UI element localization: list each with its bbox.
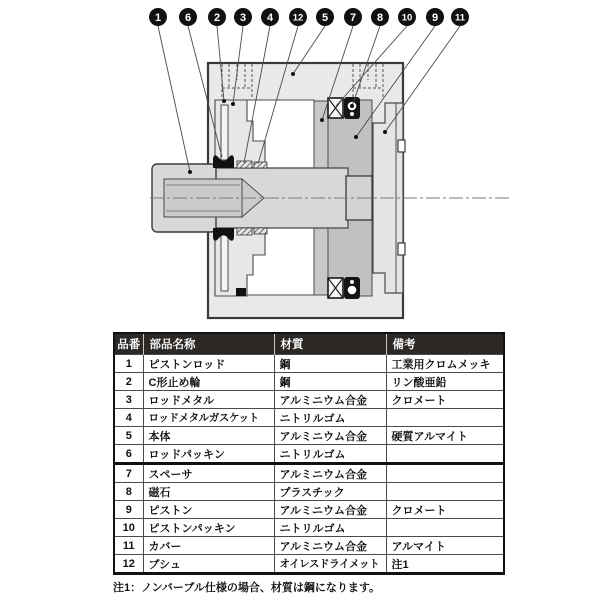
leader-dot-7: [320, 118, 324, 122]
cell-num: 5: [114, 427, 143, 445]
cover-notch-bottom: [398, 243, 405, 255]
callout-label-2: 2: [213, 11, 221, 24]
callout-label-4: 4: [266, 11, 274, 24]
cell-rem: クロメート: [386, 391, 504, 409]
leader-dot-8: [350, 104, 354, 108]
bush-hatch-top-2: [254, 162, 267, 168]
callout-label-8: 8: [376, 11, 384, 24]
table-row: [114, 355, 504, 373]
magnet-bottom: [344, 277, 360, 299]
cell-num: 10: [114, 519, 143, 537]
cell-rem: [386, 445, 504, 464]
footnote: 注1：ノンバーブル仕様の場合、材質は鋼になります。: [113, 582, 381, 594]
cell-rem: 工業用クロムメッキ: [386, 355, 504, 373]
cell-num: 8: [114, 483, 143, 501]
cover-notch-top: [398, 140, 405, 152]
column-header-1: 部品名称: [143, 333, 274, 355]
callout-label-10: 10: [401, 12, 413, 24]
column-header-3: 備考: [386, 333, 504, 355]
leader-line-1: [158, 26, 190, 172]
table-row: [114, 409, 504, 427]
cell-rem: [386, 409, 504, 427]
piston-packing-bottom: [328, 278, 343, 298]
parts-table-grid: [113, 332, 505, 575]
cell-rem: クロメート: [386, 501, 504, 519]
retaining-plate-top: [221, 105, 228, 160]
cell-num: 2: [114, 373, 143, 391]
table-header-row: [114, 333, 504, 355]
cell-mat: プラスチック: [274, 483, 386, 501]
callout-label-5: 5: [321, 11, 329, 24]
leader-dot-3: [231, 102, 235, 106]
cell-rem: 注1: [386, 555, 504, 574]
cell-num: 9: [114, 501, 143, 519]
leader-dot-1: [188, 170, 192, 174]
cell-rem: [386, 483, 504, 501]
cell-mat: アルミニウム合金: [274, 427, 386, 445]
cell-rem: アルマイト: [386, 537, 504, 555]
table-row: [114, 555, 504, 574]
cell-name: 磁石: [143, 483, 274, 501]
table-row: [114, 445, 504, 464]
column-header-2: 材質: [274, 333, 386, 355]
cell-name: ブシュ: [143, 555, 274, 574]
cell-name: ピストンパッキン: [143, 519, 274, 537]
cell-num: 3: [114, 391, 143, 409]
leader-dot-9: [354, 135, 358, 139]
table-row: [114, 519, 504, 537]
leader-dot-11: [383, 130, 387, 134]
cell-name: ピストン: [143, 501, 274, 519]
cell-mat: 鋼: [274, 373, 386, 391]
callout-label-7: 7: [349, 11, 357, 24]
cell-num: 12: [114, 555, 143, 574]
retaining-plate-bottom: [221, 235, 228, 291]
column-header-0: 品番: [114, 333, 143, 355]
cell-num: 7: [114, 464, 143, 483]
cell-num: 11: [114, 537, 143, 555]
parts-table: [113, 332, 503, 595]
cell-mat: アルミニウム合金: [274, 391, 386, 409]
cell-rem: リン酸亜鉛: [386, 373, 504, 391]
cell-name: ロッドメタル: [143, 391, 274, 409]
cell-mat: ニトリルゴム: [274, 445, 386, 464]
cell-num: 6: [114, 445, 143, 464]
cell-mat: ニトリルゴム: [274, 519, 386, 537]
cell-name: 本体: [143, 427, 274, 445]
cell-mat: アルミニウム合金: [274, 537, 386, 555]
cell-name: カバー: [143, 537, 274, 555]
cell-name: スペーサ: [143, 464, 274, 483]
table-row: [114, 427, 504, 445]
cell-mat: ニトリルゴム: [274, 409, 386, 427]
table-row: [114, 464, 504, 483]
table-row: [114, 391, 504, 409]
cell-mat: オイレスドライメット: [274, 555, 386, 574]
callout-label-3: 3: [239, 11, 247, 24]
cell-mat: 鋼: [274, 355, 386, 373]
cell-rem: [386, 464, 504, 483]
cell-name: ピストンロッド: [143, 355, 274, 373]
table-row: [114, 373, 504, 391]
cell-name: ロッドメタルガスケット: [143, 409, 274, 427]
cell-num: 1: [114, 355, 143, 373]
bush-hatch-bottom-1: [237, 228, 252, 235]
callout-label-9: 9: [431, 11, 439, 24]
cell-mat: アルミニウム合金: [274, 464, 386, 483]
bush-hatch-bottom-2: [254, 228, 267, 234]
table-row: [114, 483, 504, 501]
cell-num: 4: [114, 409, 143, 427]
cushion-block: [236, 288, 246, 296]
callout-label-1: 1: [154, 11, 162, 24]
cell-mat: アルミニウム合金: [274, 501, 386, 519]
callout-label-6: 6: [184, 11, 192, 24]
cell-rem: 硬質アルマイト: [386, 427, 504, 445]
leader-dot-5: [291, 72, 295, 76]
cell-rem: [386, 519, 504, 537]
table-row: [114, 537, 504, 555]
callout-label-11: 11: [454, 12, 466, 24]
cell-name: ロッドパッキン: [143, 445, 274, 464]
table-row: [114, 501, 504, 519]
cell-name: C形止め輪: [143, 373, 274, 391]
leader-dot-2: [222, 99, 226, 103]
callout-label-12: 12: [292, 12, 304, 24]
